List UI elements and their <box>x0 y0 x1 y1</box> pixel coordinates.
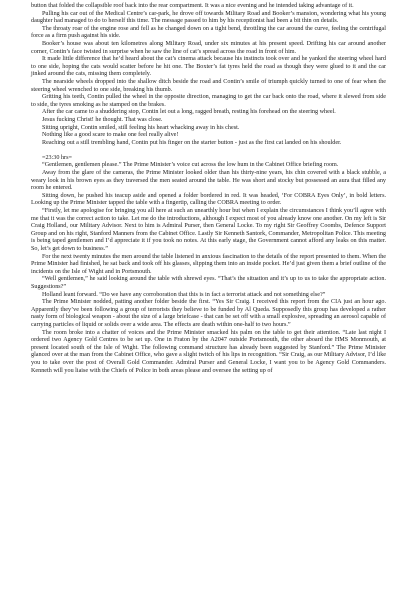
paragraph-14: “Gentlemen, gentlemen please.” The Prime Minister’s voice cut across the low hum in the Cabinet Office briefing room. <box>42 162 339 169</box>
paragraph-12: Reaching out a still trembling hand, Contin put his finger on the starter button - just as the first cat landed on his shoulder. <box>42 139 342 146</box>
paragraph-11: Nothing like a good scare to make one feel really alive! <box>42 132 179 139</box>
paragraph-6: The nearside wheels dropped into the shallow ditch beside the road and Contin’s smile of triumph quickly turned to one of fear when the steering wheel wrenched to one side, breaking his thumb. <box>31 78 386 93</box>
paragraph-22: The room broke into a chatter of voices and the Prime Minister smacked his palm on the table to get their attention. “Late last night I ordered two Agency Gold Centres to be set up. One in Fraton by the A2047 outside Portsmouth, the other aboard the HMS Monmouth, at present located south of the Isle of Wight. The following command structure has already been suggested by Stanford.” The Prime Minister glanced over at the man from the Cabinet Office, who gave a slight twitch of his lips in recognition. “Sir Craig, as our Military Advisor, I’d like you to take over the post of Overall Gold Commander. Admiral Purser and General Locke, I want you to be Agency Gold Commanders. Kenneth will you liaise with the Chiefs of Police in both areas please and oversee the setting up of <box>31 329 386 374</box>
paragraph-2: Pulling his car out of the Medical Centre’s car-park, he drove off towards Military Road and Booker’s mansion, wondering what his young daughter had managed to do to herself this time. The message passed to him by his receptionist had been a bit thin on details. <box>31 10 386 25</box>
paragraph-1: button that folded the collapsible roof back into the rear compartment. It was a nice evening and he intended taking advantage of it. <box>31 3 354 9</box>
paragraph-5: It made little difference that he’d heard about the cat’s cinema attack because his instincts took over and he yanked the steering wheel hard to one side, hoping the cats would scatter before he hit one. The Boxter’s fat tyres held the road as though they were glued to it and the car jinked around the cats, missing them completely. <box>31 56 386 78</box>
paragraph-17: “Firstly, let me apologise for bringing you all here at such an unearthly hour but when I explain the circumstances I think you’ll agree with me that it was the correct action to take. Let me do the introductions, although I expect most of you already know one another. On my left is Sir Craig Holland, our Military Advisor. Next to him is Admiral Purser, then General Locke. To my right Sir Geoffrey Coombs, Defence Support Group and on his right, Stanford Manners from the Cabinet Office. Lastly Sir Kenneth Santork, Commander, Metropolitan Police. This meeting is being taped gentlemen and I’d appreciate it if you took no notes. At this early stage, the Government cannot afford any leaks on this matter. So, let’s get down to business.” <box>31 208 386 252</box>
paragraph-7: Gritting his teeth, Contin pulled the wheel in the opposite direction, managing to get the car back onto the road, where it slewed from side to side, the tyres smoking as he stamped on the brakes. <box>31 94 386 108</box>
paragraph-8: After the car came to a shuddering stop, Contin let out a long, ragged breath, resting his forehead on the steering wheel. <box>42 109 336 116</box>
paragraph-21: The Prime Minister nodded, patting another folder beside the first. “Yes Sir Craig. I received this report from the CIA just an hour ago. Apparently they’ve been following a group of terrorists they believe to be funded by Al Queda. Supposedly this group has developed a rather nasty form of biological weapon - about the size of a large briefcase - that can be set off with a small explosive, spreading an aerosol capable of carrying particles of liquid or solids over a wide area. The effects are death within one-half to two hours.” <box>31 299 386 328</box>
paragraph-18: For the next twenty minutes the men around the table listened in anxious fascination to the details of the report presented to them. When the Prime Minister had finished, he sat back and took off his glasses, slipping them into an inside pocket. He’d just given them a brief outline of the incidents on the Isle of Wight and in Portsmouth. <box>31 253 386 275</box>
paragraph-3: The throaty roar of the engine rose and fell as he changed down on a tight bend, throttling the car around the curve, feeling the centrifugal force as a firm push against his side. <box>31 25 386 40</box>
paragraph-16: Sitting down, he pushed his teacup aside and opened a folder bordered in red. It was headed, ‘For COBRA Eyes Only’, in bold letters. Looking up the Prime Minister tapped the table with a fingertip, calling the COBRA meeting to order. <box>31 192 386 207</box>
paragraph-9: Jesus fucking Christ! he thought. That was close. <box>42 116 163 123</box>
paragraph-10: Sitting upright, Contin smiled, still feeling his heart whacking away in his chest. <box>42 124 240 131</box>
scene-break-time: =23:30 hrs= <box>42 154 72 161</box>
paragraph-20: Holland leant forward. “Do we have any corroboration that this is in fact a terrorist attack and not something else?” <box>42 291 326 298</box>
paragraph-19: “Well gentlemen,” he said looking around the table with shrewd eyes. “That’s the situation and it’s up to us to take the appropriate action. Suggestions?” <box>31 276 386 290</box>
paragraph-4: Booker’s house was about ten kilometres along Military Road, under six minutes at his present speed. Drifting his car around another corner, Contin’s face twisted in surprise when he saw the line of cat’s spread across the road in front of him. <box>31 40 386 55</box>
paragraph-15: Away from the glare of the cameras, the Prime Minister looked older than his thirty-nine years, his chin covered with a black stubble, a weary look in his brown eyes as they traversed the men seated around the table. He was short and stocky but possessed an aura that filled any room he entered. <box>31 170 386 192</box>
